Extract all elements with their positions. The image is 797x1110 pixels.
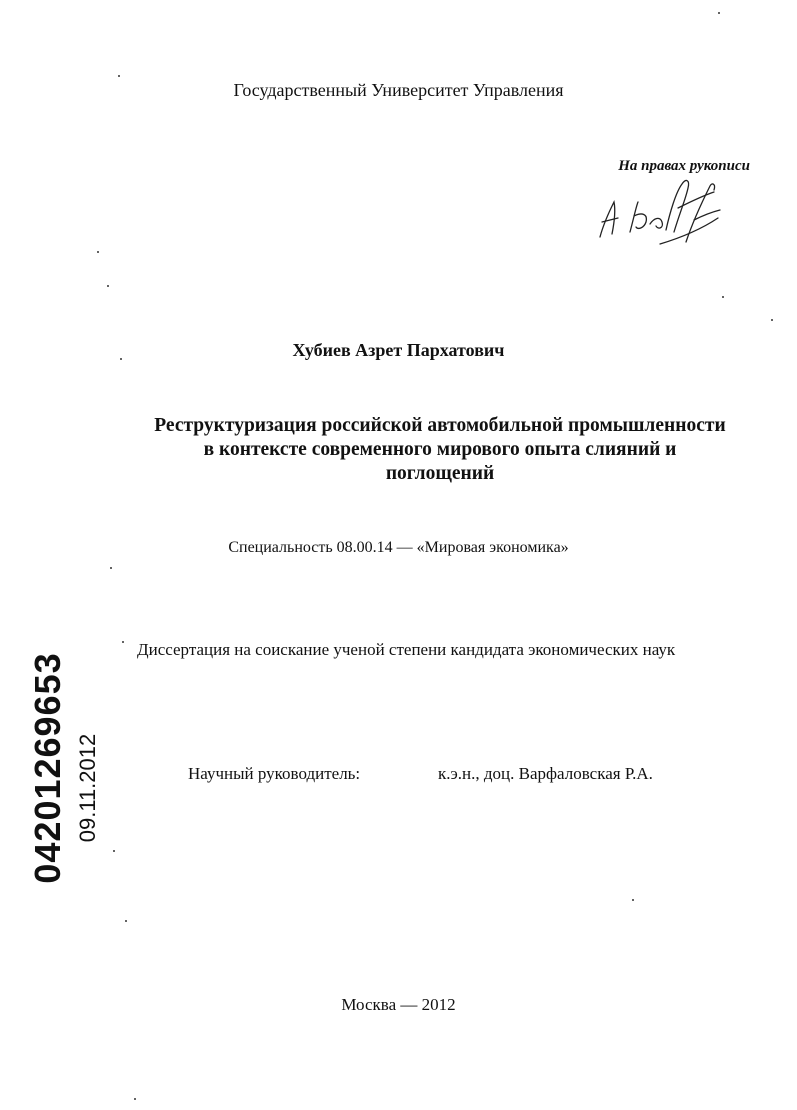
supervisor-name: к.э.н., доц. Варфаловская Р.А. <box>438 764 653 783</box>
library-stamp-number: 04201269653 <box>27 652 68 884</box>
supervisor-label: Научный руководитель: <box>188 764 361 783</box>
scan-speck <box>107 285 109 287</box>
scan-speck <box>125 920 127 922</box>
scan-speck <box>118 75 120 77</box>
scan-speck <box>120 358 122 360</box>
scan-speck <box>134 1098 136 1100</box>
scan-speck <box>110 567 112 569</box>
title-line: в контексте современного мирового опыта слияний и <box>203 439 677 460</box>
author-name: Хубиев Азрет Пархатович <box>292 340 505 360</box>
city-year: Москва — 2012 <box>341 995 456 1014</box>
specialty-line: Специальность 08.00.14 — «Мировая экономика» <box>228 539 569 556</box>
library-stamp-date: 09.11.2012 <box>75 733 100 843</box>
scan-speck <box>113 850 115 852</box>
degree-statement: Диссертация на соискание ученой степени кандидата экономических наук <box>137 640 676 659</box>
scan-speck <box>718 12 720 14</box>
title-line: Реструктуризация российской автомобильной промышленности <box>154 415 726 436</box>
dissertation-title <box>90 414 790 486</box>
author-signature <box>590 172 730 252</box>
scan-speck <box>632 899 634 901</box>
scan-speck <box>771 319 773 321</box>
university-name: Государственный Университет Управления <box>233 80 564 100</box>
title-line: поглощений <box>385 463 495 484</box>
manuscript-note: На правах рукописи <box>618 158 750 174</box>
scan-speck <box>722 296 724 298</box>
scan-speck <box>122 641 124 643</box>
scan-speck <box>97 251 99 253</box>
